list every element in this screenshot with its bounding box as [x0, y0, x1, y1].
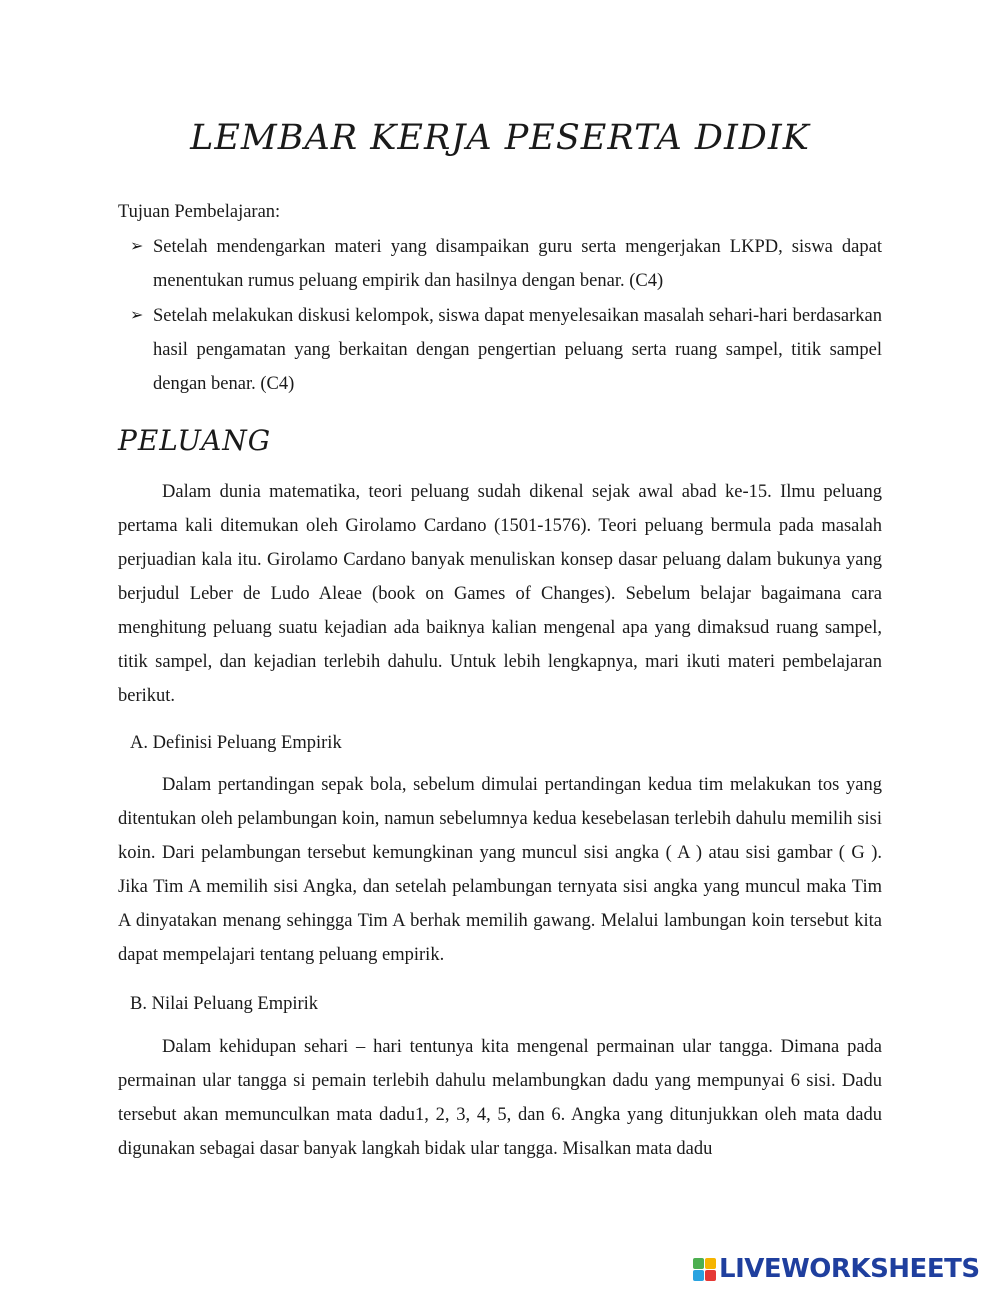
arrow-bullet-icon: ➢ [130, 238, 144, 255]
subsection-a-heading: A. Definisi Peluang Empirik [130, 733, 342, 753]
objective-text: Setelah melakukan diskusi kelompok, siswa dapat menyelesaikan masalah sehari-hari berdasarkan hasil pengamatan yang berkaitan dengan pengertian peluang serta ruang sampel, titik sampel dengan benar. (C4) [153, 306, 882, 394]
objective-text: Setelah mendengarkan materi yang disampaikan guru serta mengerjakan LKPD, siswa dapat menentukan rumus peluang empirik dan hasilnya dengan benar. (C4) [153, 237, 882, 291]
subsection-a-paragraph: Dalam pertandingan sepak bola, sebelum dimulai pertandingan kedua tim melakukan tos yang ditentukan oleh pelambungan koin, namun sebelumnya kedua kesebelasan terlebih dahulu memilih sisi koin. Dari pelambungan tersebut kemungkinan yang muncul sisi angka ( A ) atau sisi gambar ( G ). Jika Tim A memilih sisi Angka, dan setelah pelambungan ternyata sisi angka yang muncul maka Tim A dinyatakan menang sehingga Tim A berhak memilih gawang. Melalui lambungan koin tersebut kita dapat mempelajari tentang peluang empirik. [118, 775, 882, 965]
objective-list [130, 230, 882, 402]
logo-square [705, 1258, 716, 1269]
arrow-bullet-icon: ➢ [130, 307, 144, 324]
subsection-b-heading: B. Nilai Peluang Empirik [130, 994, 319, 1014]
intro-paragraph: Dalam dunia matematika, teori peluang sudah dikenal sejak awal abad ke-15. Ilmu peluang pertama kali ditemukan oleh Girolamo Cardano (1501-1576). Teori peluang bermula pada masalah perjuadian kala itu. Girolamo Cardano banyak menuliskan konsep dasar peluang dalam bukunya yang berjudul Leber de Ludo Aleae (book on Games of Changes). Sebelum belajar bagaimana cara menghitung peluang suatu kejadian ada baiknya kalian mengenal apa yang dimaksud ruang sampel, titik sampel, dan kejadian terlebih dahulu. Untuk lebih lengkapnya, mari ikuti materi pembelajaran berikut. [118, 482, 882, 706]
logo-square [693, 1270, 704, 1281]
page-title: LEMBAR KERJA PESERTA DIDIK [190, 118, 810, 158]
objective-item [130, 230, 882, 298]
liveworksheets-brand[interactable] [693, 1255, 980, 1283]
objectives-label: Tujuan Pembelajaran: [118, 202, 281, 222]
subsection-b-paragraph: Dalam kehidupan sehari – hari tentunya kita mengenal permainan ular tangga. Dimana pada permainan ular tangga si pemain terlebih dahulu melambungkan dadu yang mempunyai 6 sisi. Dadu tersebut akan memunculkan mata dadu1, 2, 3, 4, 5, dan 6. Angka yang ditunjukkan oleh mata dadu digunakan sebagai dasar banyak langkah bidak ular tangga. Misalkan mata dadu [118, 1037, 882, 1159]
logo-square [705, 1270, 716, 1281]
objective-item [130, 299, 882, 401]
brand-name: LIVEWORKSHEETS [719, 1254, 980, 1284]
logo-square [693, 1258, 704, 1269]
liveworksheets-logo-icon [693, 1258, 716, 1281]
section-heading: PELUANG [118, 424, 272, 457]
